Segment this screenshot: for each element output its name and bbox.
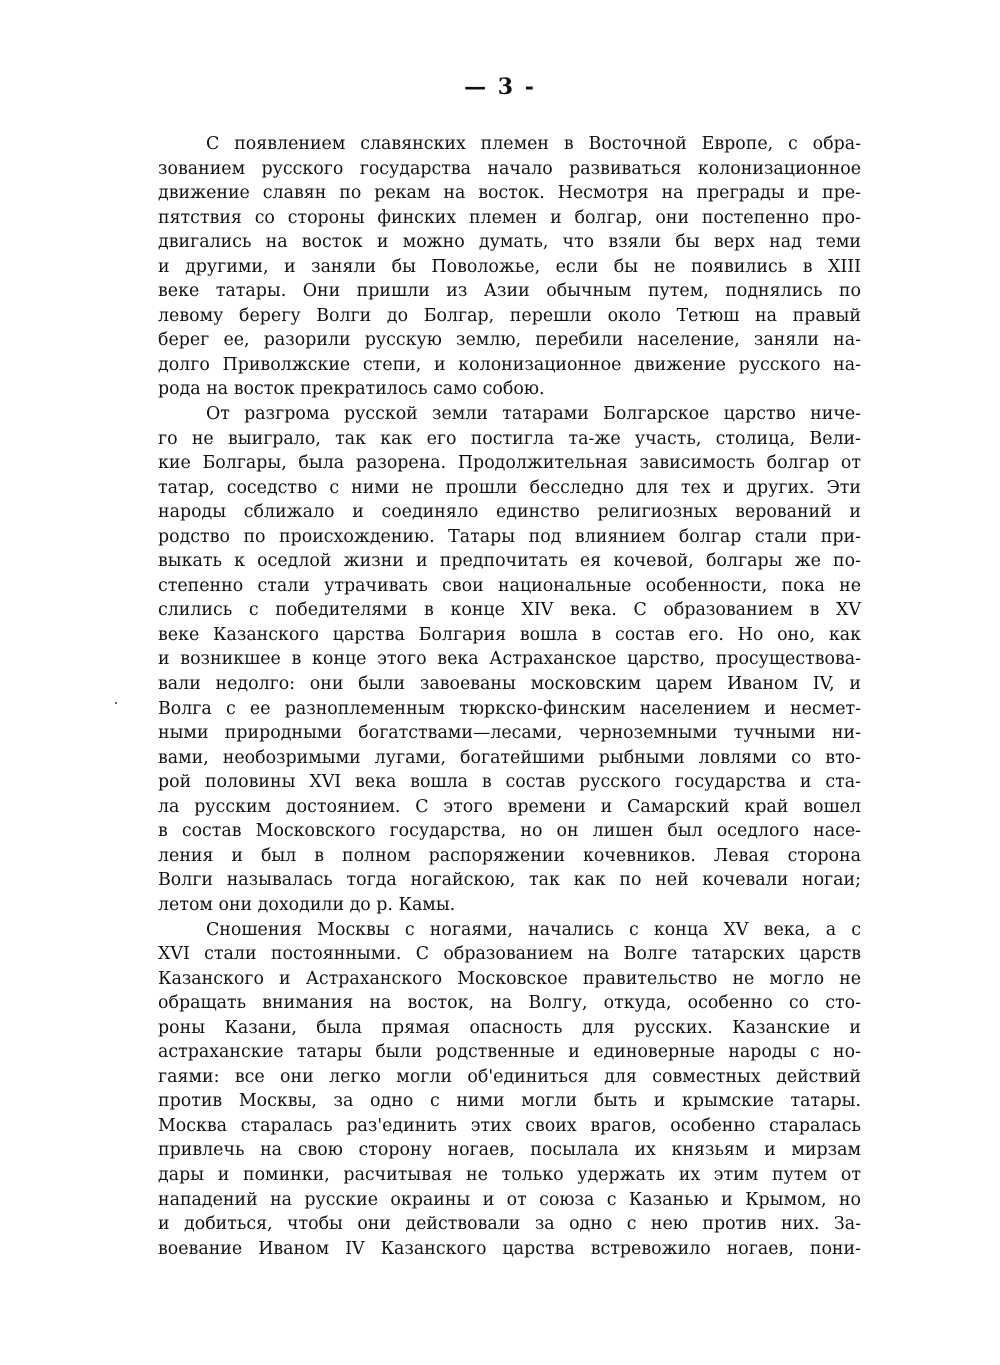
text-line: веке Казанского царства Болгария вошла в состав его. Но оно, как xyxy=(158,624,861,645)
paragraph-3 xyxy=(158,918,861,1262)
text-line: Сношения Москвы с ногаями, начались с конца XV века, а с xyxy=(206,919,861,940)
text-line: ными природными богатствами—лесами, черноземными тучными ни- xyxy=(158,723,861,744)
text-line: обращать внимания на восток, на Волгу, откуда, особенно со сто- xyxy=(158,993,861,1014)
text-line: и добиться, чтобы они действовали за одно с нею против них. За- xyxy=(158,1214,861,1235)
text-line: пятствия со стороны финских племен и болгар, они постепенно про- xyxy=(158,207,861,228)
text-line: движение славян по рекам на восток. Несмотря на преграды и пре- xyxy=(158,183,861,204)
text-line: астраханские татары были родственные и единоверные народы с но- xyxy=(158,1042,861,1063)
text-line: ления и был в полном распоряжении кочевников. Левая сторона xyxy=(158,845,861,866)
text-line: левому берегу Волги до Болгар, перешли около Тетюш на правый xyxy=(158,305,861,326)
text-line: Москва старалась раз'единить этих своих врагов, особенно старалась xyxy=(158,1115,861,1136)
text-line: и другими, и заняли бы Поволожье, если бы не появились в XIII xyxy=(158,256,861,277)
text-line: родство по происхождению. Татары под влиянием болгар стали при- xyxy=(158,526,861,547)
text-line: кие Болгары, была разорена. Продолжительная зависимость болгар от xyxy=(158,453,861,474)
text-line: рой половины XVI века вошла в состав русского государства и ста- xyxy=(158,772,861,793)
text-line: роны Казани, была прямая опасность для русских. Казанские и xyxy=(158,1017,861,1038)
text-line: выкать к оседлой жизни и предпочитать ея кочевой, болгары же по- xyxy=(158,551,861,572)
text-line: веке татары. Они пришли из Азии обычным путем, поднялись по xyxy=(158,281,861,302)
text-line: в состав Московского государства, но он лишен был оседлого насе- xyxy=(158,821,861,842)
text-line: зованием русского государства начало развиваться колонизационное xyxy=(158,158,861,179)
text-line: против Москвы, за одно с ними могли быть и крымские татары. xyxy=(158,1091,861,1112)
text-line: го не выиграло, так как его постигла та-же участь, столица, Вели- xyxy=(158,428,861,449)
margin-speck xyxy=(115,702,117,704)
paragraph-2 xyxy=(158,402,861,917)
text-line: и возникшее в конце этого века Астраханское царство, просуществова- xyxy=(158,649,861,670)
text-line: привлечь на свою сторону ногаев, посылала их князьям и мирзам xyxy=(158,1140,861,1161)
text-line: Волги называлась тогда ногайскою, так как по ней кочевали ногаи; xyxy=(158,870,861,891)
text-line: XVI стали постоянными. С образованием на Волге татарских царств xyxy=(158,944,861,965)
text-line: долго Приволжские степи, и колонизационное движение русского на- xyxy=(158,354,861,375)
text-line: ла русским достоянием. С этого времени и Самарский край вошел xyxy=(158,796,861,817)
text-line: гаями: все они легко могли об'единиться для совместных действий xyxy=(158,1066,861,1087)
page-number: — 3 - xyxy=(464,74,536,100)
text-line: берег ее, разорили русскую землю, перебили население, заняли на- xyxy=(158,330,861,351)
paragraph-1 xyxy=(158,132,861,402)
text-line: дары и поминки, расчитывая не только удержать их этим путем от xyxy=(158,1164,861,1185)
text-line: С появлением славянских племен в Восточной Европе, с обра- xyxy=(206,134,861,154)
text-line: Казанского и Астраханского Московское правительство не могло не xyxy=(158,968,861,989)
text-line: летом они доходили до р. Камы. xyxy=(158,894,456,915)
text-line: народы сближало и соединяло единство религиозных верований и xyxy=(158,502,861,523)
text-line: двигались на восток и можно думать, что взяли бы верх над теми xyxy=(158,232,861,253)
text-line: вали недолго: они были завоеваны московским царем Иваном IV, и xyxy=(158,674,861,695)
text-line: слились с победителями в конце XIV века. С образованием в XV xyxy=(158,600,861,621)
text-line: степенно стали утрачивать свои национальные особенности, пока не xyxy=(158,575,861,596)
text-line: татар, соседство с ними не прошли бесследно для тех и других. Эти xyxy=(158,477,861,498)
text-line: нападений на русские окраины и от союза с Казанью и Крымом, но xyxy=(158,1189,861,1210)
text-line: рода на восток прекратилось само собою. xyxy=(158,379,545,400)
text-line: Волга с ее разноплеменным тюркско-финским населением и несмет- xyxy=(158,698,861,719)
text-line: вами, необозримыми лугами, богатейшими рыбными ловлями со вто- xyxy=(158,747,861,768)
text-line: От разгрома русской земли татарами Болгарское царство ниче- xyxy=(206,404,861,425)
text-line: воевание Иваном IV Казанского царства встревожило ногаев, пони- xyxy=(158,1238,861,1259)
body-text xyxy=(158,132,861,1261)
